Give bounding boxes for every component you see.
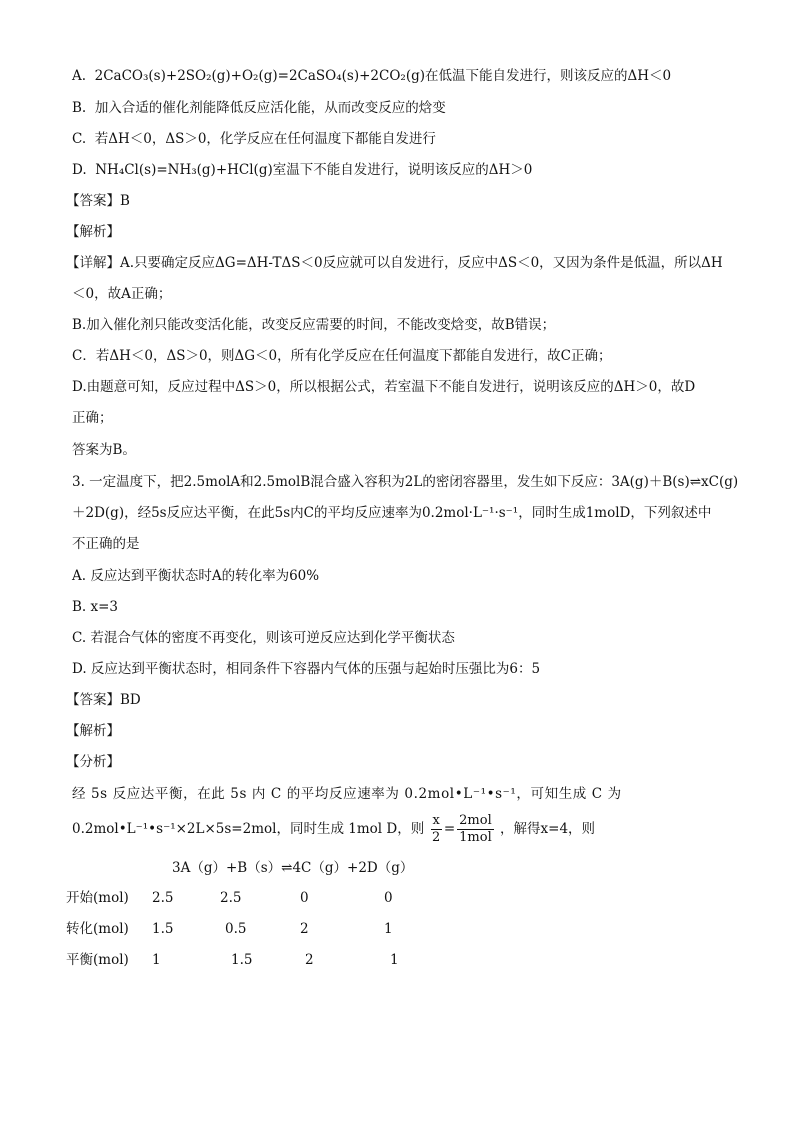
q2-answer-tag: 【答案】: [66, 193, 120, 209]
q3-fenxi-line-1: 经 5s 反应达平衡，在此 5s 内 C 的平均反应速率为 0.2mol•L⁻¹•s⁻¹，可知生成 C 为: [72, 786, 622, 802]
fraction-numerator: 2mol: [459, 813, 492, 828]
table-cell: 2.5: [220, 890, 242, 906]
q2-detail-line-1: 【详解】A.只要确定反应ΔG=ΔH-TΔS＜0反应就可以自发进行，反应中ΔS＜0，又因为条件是低温，所以ΔH: [66, 255, 723, 271]
table-cell: 1.5: [152, 921, 174, 937]
q2-option-a-text: 2CaCO₃(s)+2SO₂(g)+O₂(g)=2CaSO₄(s)+2CO₂(g)在低温下能自发进行，则该反应的ΔH＜0: [94, 68, 672, 84]
table-cell: 1: [152, 952, 161, 968]
q2-detail-line-2: ＜0，故A正确；: [72, 286, 172, 302]
q2-option-c: [72, 129, 436, 149]
q2-option-b: [72, 98, 446, 118]
q3-option-b: B. x=3: [72, 599, 119, 615]
table-cell: 1.5: [231, 952, 253, 968]
table-cell: 2.5: [152, 890, 174, 906]
fraction-denominator: 2: [432, 830, 441, 845]
table-cell: 2: [305, 952, 314, 968]
q3-answer-value: BD: [120, 692, 141, 708]
q2-option-a-label: A.: [72, 68, 87, 84]
q3-fenxi-line-2: [72, 812, 595, 846]
q2-option-d-text: NH₄Cl(s)=NH₃(g)+HCl(g)室温下不能自发进行，说明该反应的ΔH＞0: [95, 162, 533, 178]
fraction-numerator: x: [432, 813, 440, 828]
q3-answer: [66, 690, 141, 710]
q2-answer: [66, 191, 130, 211]
q3-answer-tag: 【答案】: [66, 692, 120, 708]
q3-analysis-tag: 【解析】: [66, 723, 120, 739]
table-cell: 0.5: [225, 921, 247, 937]
q3-option-c: C. 若混合气体的密度不再变化，则该可逆反应达到化学平衡状态: [72, 630, 455, 646]
q2-final-answer: 答案为B。: [72, 442, 136, 458]
q3-fenxi-line-2-post: ，解得x=4，则: [500, 821, 596, 837]
table-cell: 1: [390, 952, 399, 968]
fraction-2mol-over-1mol: [457, 813, 494, 846]
q2-option-b-text: 加入合适的催化剂能降低反应活化能，从而改变反应的焓变: [94, 100, 446, 116]
table-cell: 0: [300, 890, 309, 906]
q2-analysis-tag: 【解析】: [66, 224, 120, 240]
q2-detail-line-6: 正确；: [72, 410, 113, 426]
q2-option-c-text: 若ΔH＜0，ΔS＞0，化学反应在任何温度下都能自发进行: [94, 131, 436, 147]
q2-option-b-label: B.: [72, 100, 87, 116]
q3-stem-line-3: 不正确的是: [72, 536, 140, 552]
q2-option-a: [72, 66, 671, 86]
fraction-x-over-2: [431, 813, 442, 846]
q2-option-d: [72, 160, 532, 180]
table-row-label: 转化(mol): [66, 921, 129, 937]
table-cell: 0: [384, 890, 393, 906]
q3-option-a: A. 反应达到平衡状态时A的转化率为60%: [72, 568, 320, 584]
q3-stem-line-1: 3. 一定温度下，把2.5molA和2.5molB混合盛入容积为2L的密闭容器里，发生如下反应：3A(g)＋B(s)⇌xC(g): [72, 474, 739, 490]
q2-option-d-label: D.: [72, 162, 87, 178]
q3-stem-line-2: ＋2D(g)，经5s反应达平衡，在此5s内C的平均反应速率为0.2mol·L⁻¹·s⁻¹，同时生成1molD，下列叙述中: [72, 505, 712, 521]
q2-answer-value: B: [120, 193, 130, 209]
table-row-label: 平衡(mol): [66, 952, 129, 968]
q3-option-d: D. 反应达到平衡状态时，相同条件下容器内气体的压强与起始时压强比为6：5: [72, 661, 541, 677]
table-cell: 1: [384, 921, 393, 937]
q2-detail-line-3: B.加入催化剂只能改变活化能，改变反应需要的时间，不能改变焓变，故B错误；: [72, 317, 556, 333]
fraction-denominator: 1mol: [459, 830, 492, 845]
fraction-equals: =: [443, 821, 456, 837]
reaction-equation: 3A（g）+B（s）⇌4C（g）+2D（g）: [172, 860, 414, 876]
q2-option-c-label: C.: [72, 131, 87, 147]
table-cell: 2: [300, 921, 309, 937]
q2-detail-line-4: C．若ΔH＜0，ΔS＞0，则ΔG＜0，所有化学反应在任何温度下都能自发进行，故C正确；: [72, 348, 612, 364]
table-row-label: 开始(mol): [66, 890, 129, 906]
q3-fenxi-line-2-pre: 0.2mol•L⁻¹•s⁻¹×2L×5s=2mol，同时生成 1mol D，则: [72, 821, 425, 837]
q2-detail-line-5: D.由题意可知，反应过程中ΔS＞0，所以根据公式，若室温下不能自发进行，说明该反应的ΔH＞0，故D: [72, 379, 696, 395]
q3-fenxi-tag: 【分析】: [66, 754, 120, 770]
